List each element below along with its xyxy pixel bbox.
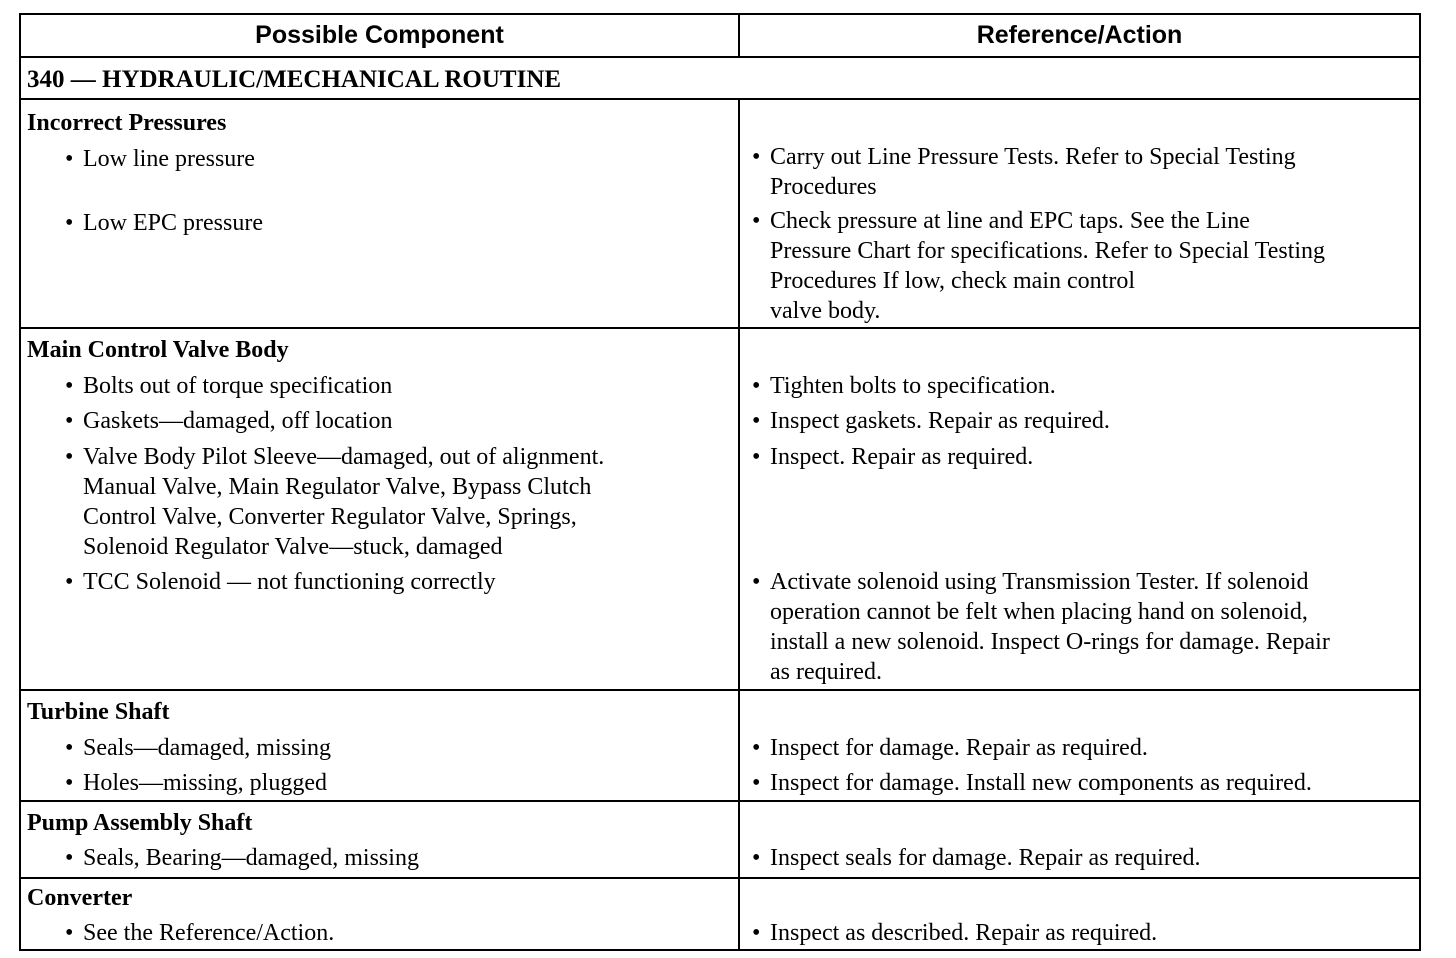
section-title: Converter (27, 885, 133, 911)
component-item: • Seals—damaged, missing (65, 735, 331, 761)
section-pump-assembly-shaft (21, 800, 1419, 877)
header-reference-action: Reference/Action (976, 21, 1183, 49)
action-item: • Inspect as described. Repair as required. (752, 920, 1158, 946)
section-incorrect-pressures (21, 98, 1419, 327)
component-item: • Low line pressure (65, 146, 255, 172)
action-item: • Carry out Line Pressure Tests. Refer to Special Testing Procedures (752, 144, 1296, 200)
action-item: • Tighten bolts to specification. (752, 373, 1056, 399)
section-main-control-valve-body (21, 327, 1419, 689)
section-converter (21, 877, 1419, 949)
action-item: • Inspect. Repair as required. (752, 444, 1034, 470)
action-item: • Activate solenoid using Transmission Tester. If solenoid operation cannot be felt when placing hand on solenoid, install a new solenoid. Inspect O-rings for damage. Repair as required. (752, 569, 1330, 685)
component-item: • Valve Body Pilot Sleeve—damaged, out of alignment. Manual Valve, Main Regulator Valve, Bypass Clutch Control Valve, Converter Regulator Valve, Springs, Solenoid Regulator Valve—stuck, damaged (65, 444, 605, 560)
component-item: • Seals, Bearing—damaged, missing (65, 845, 419, 871)
action-item: • Inspect for damage. Repair as required. (752, 735, 1148, 761)
routine-row (21, 56, 1419, 98)
troubleshooting-table (19, 13, 1421, 951)
section-title: Incorrect Pressures (27, 110, 227, 136)
action-item: • Inspect for damage. Install new components as required. (752, 770, 1312, 796)
header-row (21, 15, 1419, 56)
section-title: Pump Assembly Shaft (27, 810, 253, 836)
action-item: • Check pressure at line and EPC taps. See the Line Pressure Chart for specifications. Refer to Special Testing Procedures If low, check main control valve body. (752, 208, 1326, 324)
routine-title: 340 — HYDRAULIC/MECHANICAL ROUTINE (27, 66, 562, 93)
component-item: • Bolts out of torque specification (65, 373, 393, 399)
action-item: • Inspect gaskets. Repair as required. (752, 408, 1110, 434)
component-item: • Gaskets—damaged, off location (65, 408, 393, 434)
component-item: • TCC Solenoid — not functioning correctly (65, 569, 496, 595)
component-item: • Low EPC pressure (65, 210, 263, 236)
section-title: Main Control Valve Body (27, 337, 289, 363)
header-possible-component: Possible Component (255, 21, 504, 49)
component-item: • See the Reference/Action. (65, 920, 335, 946)
section-turbine-shaft (21, 689, 1419, 800)
section-title: Turbine Shaft (27, 699, 170, 725)
action-item: • Inspect seals for damage. Repair as required. (752, 845, 1201, 871)
component-item: • Holes—missing, plugged (65, 770, 327, 796)
